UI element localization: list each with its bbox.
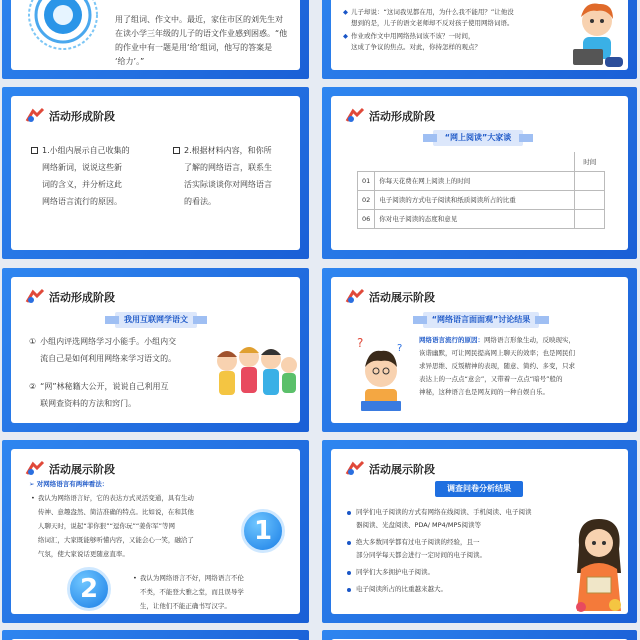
slide-4-header: [345, 106, 435, 126]
slide-8-item1-line-1: 同学们电子阅读的方式有网络在线阅读、手机阅读、电子阅读: [356, 508, 532, 516]
slide-7-v2-line-3: 生，让他们不能正确书写汉字。: [139, 602, 231, 610]
slide-6-label: 网络语言流行的原因：: [419, 336, 484, 344]
ribbon-icon: [25, 460, 45, 478]
table-row: [358, 209, 605, 228]
slide-8-content: [331, 449, 628, 614]
slide-7-v1-line-5: 气氛，使大家说话更随意直率。: [37, 550, 129, 558]
slide-1-line-1: 用了组词、作文中。最近，家住市区的刘先生对: [115, 15, 283, 24]
slide-8-item1-line-2: 器阅读、光盘阅读、PDA/ MP4/MP5阅读等: [356, 521, 482, 529]
slide-3-item2-line-4: 的看法。: [184, 197, 216, 206]
slide-2-b2-line-2: 这成了争议的焦点。对此，你持怎样的观点？: [351, 43, 481, 51]
slide-5-p1-line-1: 小组内评选网络学习小能手。小组内交: [40, 337, 177, 346]
slide-4[interactable]: [322, 87, 637, 259]
arrow-bullet-icon: ➢: [29, 480, 37, 488]
slide-7-v2-line-1: 我认为网络语言不好，网络语言不伦: [139, 574, 244, 582]
slide-4-title: 活动形成阶段: [369, 110, 435, 123]
row-text: 你每天花费在网上阅读上的时间: [375, 171, 575, 190]
slide-7-v1-line-4: 络词汇，大家既能够听懂内容，又能会心一笑，融洽了: [37, 536, 194, 544]
slide-3-item1-line-4: 网络语言流行的原因。: [42, 197, 122, 206]
slide-5-header: [25, 287, 115, 307]
slide-1-line-2: 在读小学三年级的儿子的语文作业感到困惑。“他: [115, 29, 288, 38]
row-number: 01: [358, 171, 375, 190]
slide-1-content: [11, 0, 300, 70]
slide-3-header: [25, 106, 115, 126]
slide-9[interactable]: [2, 630, 309, 640]
slide-4-banner: “网上阅读”大家谈: [433, 130, 523, 146]
slide-5[interactable]: [2, 268, 309, 432]
kids-group-illustration: [211, 339, 299, 409]
dot-bullet-icon: [347, 588, 351, 592]
girl-reading-illustration: [571, 515, 627, 614]
slide-7-v1-line-1: 我认为网络语言好，它的表达方式灵活变通，具有生动: [37, 494, 194, 502]
ribbon-icon: [345, 288, 365, 306]
slide-7-v2-line-2: 不类，不能登大雅之堂，而且误导学: [139, 588, 244, 596]
svg-text:?: ?: [397, 343, 403, 354]
thinking-boy-illustration: [353, 335, 409, 417]
dot-bullet-icon: [347, 511, 351, 515]
slide-2-b1-line-1: 儿子却说：“这词我见都在用，为什么我不能用？”让他没: [351, 8, 514, 16]
slide-8-item2-line-2: 部分同学每天都会进行一定时间的电子阅读。: [356, 551, 486, 559]
slide-5-p1-line-2: 流自己是如何利用网络来学习语文的。: [40, 354, 177, 363]
row-number: 06: [358, 209, 375, 228]
slide-1-line-3: 的作业中有一题是用‘给’组词，他写的答案是: [115, 43, 273, 52]
slide-5-content: [11, 277, 300, 423]
slide-8-banner: 调查问卷分析结果: [435, 481, 523, 497]
slide-5-title: 活动形成阶段: [49, 291, 115, 304]
slide-7[interactable]: [2, 440, 309, 623]
ribbon-icon: [345, 107, 365, 125]
slide-1[interactable]: [2, 0, 309, 79]
circle-two-icon: ②: [29, 382, 37, 391]
table-row: [358, 190, 605, 209]
slide-5-p2-line-1: “网”林秘籍大公开，说说自己利用互: [40, 382, 169, 391]
slide-2-b1-line-2: 想到的是，儿子的语文老师却不反对孩子使用网络词语。: [351, 19, 514, 27]
slide-8-item3: 同学们大多拥护电子阅读。: [356, 568, 434, 576]
slide-6-banner: “网络语言面面观”讨论结果: [423, 312, 539, 328]
dot-bullet-icon: •: [133, 574, 137, 582]
dot-bullet-icon: [347, 541, 351, 545]
checkbox-icon: [31, 147, 38, 154]
slide-7-content: [11, 449, 300, 614]
slide-6-line-1: 网络语言形象生动，反映现实，: [484, 336, 575, 344]
slide-8-item4: 电子阅读所占的比重越来越大。: [356, 585, 447, 593]
diamond-bullet-icon: ◆: [343, 32, 348, 40]
slide-3-item1-line-1: 1.小组内展示自己收集的: [42, 146, 130, 155]
slide-3-item2-line-1: 2.根据材料内容，和你所: [184, 146, 272, 155]
slide-7-header: [25, 459, 115, 479]
slide-6-line-4: 表达上的一点点“意会”，又带着一点点“暗号”般的: [419, 375, 563, 383]
slide-3-item1-line-2: 网络新词，说说这些新: [42, 163, 122, 172]
dot-bullet-icon: [347, 571, 351, 575]
slide-6-title: 活动展示阶段: [369, 291, 435, 304]
slide-5-banner: 我用互联网学语文: [115, 312, 197, 328]
slide-3-item2-line-3: 活实际谈谈你对网络语言: [184, 180, 272, 189]
slide-3-item2-line-2: 了解的网络语言，联系生: [184, 163, 272, 172]
slide-6-content: [331, 277, 628, 423]
slide-3-title: 活动形成阶段: [49, 110, 115, 123]
number-one-badge: 1: [241, 509, 285, 553]
row-number: 02: [358, 190, 375, 209]
ribbon-icon: [345, 460, 365, 478]
slide-4-content: [331, 96, 628, 250]
slide-1-line-4: ‘给力’。”: [115, 57, 145, 66]
row-text: 电子阅读的方式电子阅读和纸质阅读所占的比重: [375, 190, 575, 209]
slide-7-v1-line-3: 人聊天时，说起“菲你狠”“逗你玩”“姜你军”等网: [37, 522, 176, 530]
slide-3-item1-line-3: 词的含义，并分析这此: [42, 180, 122, 189]
slide-8-header: [345, 459, 435, 479]
row-text: 你对电子阅读的态度和意见: [375, 209, 575, 228]
ribbon-icon: [25, 107, 45, 125]
slide-3[interactable]: [2, 87, 309, 259]
slide-6-line-3: 求异思维、反叛精神的表现，随意、简约、多变，只求: [419, 362, 575, 370]
slide-2[interactable]: [322, 0, 637, 79]
slide-6[interactable]: [322, 268, 637, 432]
slide-7-v1-line-2: 传神、意趣盎然、简洁准确的特点。比如说，在和其他: [37, 508, 194, 516]
slide-8-title: 活动展示阶段: [369, 463, 435, 476]
time-column-header: 时间: [575, 152, 605, 171]
slide-6-header: [345, 287, 435, 307]
slide-2-content: [331, 0, 628, 70]
svg-text:?: ?: [357, 336, 364, 350]
slide-8[interactable]: [322, 440, 637, 623]
number-two-badge: 2: [67, 567, 111, 611]
slide-3-content: [11, 96, 300, 250]
diamond-bullet-icon: ◆: [343, 8, 348, 16]
circle-one-icon: ①: [29, 337, 37, 346]
dot-bullet-icon: •: [31, 494, 35, 502]
slide-5-p2-line-2: 联网查资料的方法和窍门。: [40, 399, 137, 408]
survey-table: [357, 152, 605, 229]
ribbon-icon: [25, 288, 45, 306]
checkbox-icon: [173, 147, 180, 154]
slide-7-subtitle-text: 对网络语言有两种看法：: [36, 480, 109, 488]
table-header-row: [358, 152, 605, 171]
slide-7-subtitle: [29, 479, 108, 490]
table-row: [358, 171, 605, 190]
slide-2-b2-line-1: 作业或作文中用网络热词该不该？一时间，: [351, 32, 475, 40]
slide-8-item2-line-1: 绝大多数同学都有过电子阅读的经验，且一: [356, 538, 480, 546]
slide-6-line-2: 诙谐幽默，可让网民提高网上聊天的效率；也是网民们: [419, 349, 575, 357]
slide-7-title: 活动展示阶段: [49, 463, 115, 476]
slide-6-line-5: 神秘，这种语言也是网友间的一种自娱自乐。: [419, 388, 549, 396]
slide-10[interactable]: [322, 630, 637, 640]
circular-target-icon: [27, 0, 99, 51]
boy-with-laptop-illustration: [567, 0, 628, 70]
